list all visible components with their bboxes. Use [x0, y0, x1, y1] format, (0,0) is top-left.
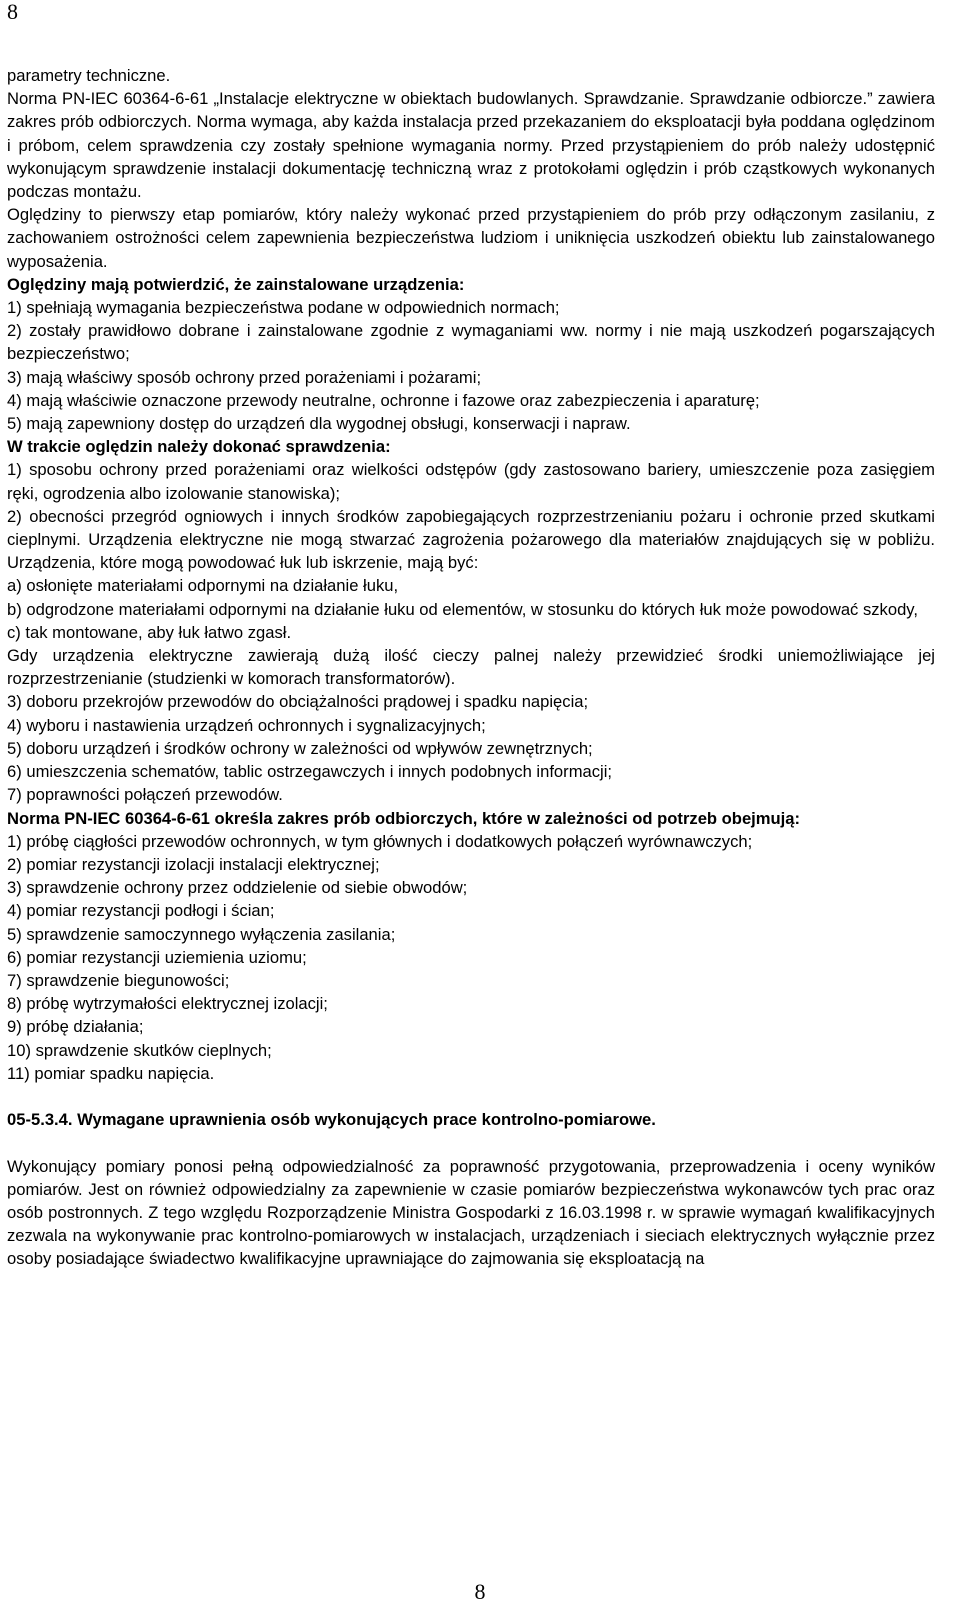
page-number-top: 8 — [7, 0, 18, 24]
spacer — [7, 1085, 935, 1108]
intro-paragraph-2: Norma PN-IEC 60364-6-61 „Instalacje elektryczne w obiektach budowlanych. Sprawdzanie. Sprawdzanie odbiorcze.” zawiera zakres prób odbiorczych. Norma wymaga, aby każda instalacja przed przekazaniem do eksploatacji była poddana oględzinom i próbom, celem sprawdzenia czy zostały spełnione wymagania normy. Przed przystąpieniem do prób należy udostępnić wykonującym sprawdzenie instalacji dokumentację techniczną wraz z protokołami oględzin i prób cząstkowych wykonanych podczas montażu. — [7, 89, 935, 202]
list-item: 3) doboru przekrojów przewodów do obciążalności prądowej i spadku napięcia; — [7, 692, 589, 712]
intro-paragraph-1: parametry techniczne. — [7, 66, 171, 85]
checks-list — [7, 458, 935, 806]
list-item: 5) mają zapewniony dostęp do urządzeń dla wygodnej obsługi, konserwacji i napraw. — [7, 414, 631, 434]
list-item: 11) pomiar spadku napięcia. — [7, 1063, 215, 1083]
list-item: 10) sprawdzenie skutków cieplnych; — [7, 1040, 272, 1060]
list-item: 7) poprawności połączeń przewodów. — [7, 785, 283, 805]
list-item: 4) mają właściwie oznaczone przewody neutralne, ochronne i fazowe oraz zabezpieczenia i aparaturę; — [7, 390, 760, 410]
tests-heading: Norma PN-IEC 60364-6-61 określa zakres prób odbiorczych, które w zależności od potrzeb obejmują: — [7, 808, 801, 828]
list-item: 2) obecności przegród ogniowych i innych środków zapobiegających rozprzestrzenianiu pożaru i ochronie przed skutkami cieplnymi. Urządzenia elektryczne nie mogą stwarzać zagrożenia pożarowego dla materiałów znajdujących się w pobliżu. Urządzenia, które mogą powodować łuk lub iskrzenie, mają być: — [7, 506, 935, 573]
list-item: 2) zostały prawidłowo dobrane i zainstalowane zgodnie z wymaganiami ww. normy i nie mają uszkodzeń pogarszających bezpieczeństwo; — [7, 321, 935, 364]
list-item: a) osłonięte materiałami odpornymi na działanie łuku, — [7, 576, 399, 596]
list-item: c) tak montowane, aby łuk łatwo zgasł. — [7, 622, 292, 642]
page-number-bottom: 8 — [474, 1579, 486, 1604]
list-item: 1) spełniają wymagania bezpieczeństwa podane w odpowiednich normach; — [7, 298, 560, 318]
confirm-list — [7, 296, 935, 435]
list-item: b) odgrodzone materiałami odpornymi na działanie łuku od elementów, w stosunku do których łuk może powodować szkody, — [7, 599, 918, 619]
list-item: 9) próbę działania; — [7, 1017, 144, 1037]
list-item: 6) umieszczenia schematów, tablic ostrzegawczych i innych podobnych informacji; — [7, 762, 613, 782]
list-item: 3) sprawdzenie ochrony przez oddzielenie od siebie obwodów; — [7, 878, 468, 898]
tests-list — [7, 830, 935, 1085]
section-body: Wykonujący pomiary ponosi pełną odpowiedzialność za poprawność przygotowania, przeprowadzenia i oceny wyników pomiarów. Jest on również odpowiedzialny za zapewnienie w czasie pomiarów bezpieczeństwa wykonawców tych prac oraz osób postronnych. Z tego względu Rozporządzenie Ministra Gospodarki z 16.03.1998 r. w sprawie wymagań kwalifikacyjnych zezwala na wykonywanie prac kontrolno-pomiarowych w instalacjach, urządzeniach i sieciach elektrycznych wyłącznie przez osoby posiadające świadectwo kwalifikacyjne uprawniające do zajmowania się eksploatacją na — [7, 1156, 935, 1269]
list-item: Gdy urządzenia elektryczne zawierają dużą ilość cieczy palnej należy przewidzieć środki uniemożliwiające jej rozprzestrzenianie (studzienki w komorach transformatorów). — [7, 646, 935, 689]
list-item: 7) sprawdzenie biegunowości; — [7, 970, 230, 990]
list-item: 6) pomiar rezystancji uziemienia uziomu; — [7, 947, 307, 967]
document-body — [7, 64, 935, 1271]
intro-paragraph-3: Oględziny to pierwszy etap pomiarów, który należy wykonać przed przystąpieniem do prób przy odłączonym zasilaniu, z zachowaniem ostrożności celem zapewnienia bezpieczeństwa ludziom i uniknięcia uszkodzeń obiektu lub zainstalowanego wyposażenia. — [7, 205, 935, 271]
list-item: 4) wyboru i nastawienia urządzeń ochronnych i sygnalizacyjnych; — [7, 715, 486, 735]
checks-heading: W trakcie oględzin należy dokonać sprawdzenia: — [7, 437, 391, 457]
list-item: 2) pomiar rezystancji izolacji instalacji elektrycznej; — [7, 854, 380, 874]
spacer — [7, 1131, 935, 1154]
list-item: 1) próbę ciągłości przewodów ochronnych, w tym głównych i dodatkowych połączeń wyrównawczych; — [7, 831, 753, 851]
list-item: 5) sprawdzenie samoczynnego wyłączenia zasilania; — [7, 924, 396, 944]
section-heading: 05-5.3.4. Wymagane uprawnienia osób wykonujących prace kontrolno-pomiarowe. — [7, 1110, 656, 1130]
list-item: 5) doboru urządzeń i środków ochrony w zależności od wpływów zewnętrznych; — [7, 738, 593, 758]
list-item: 1) sposobu ochrony przed porażeniami oraz wielkości odstępów (gdy zastosowano bariery, umieszczenie poza zasięgiem ręki, ogrodzenia albo izolowanie stanowiska); — [7, 460, 935, 503]
confirm-heading: Oględziny mają potwierdzić, że zainstalowane urządzenia: — [7, 274, 465, 294]
list-item: 4) pomiar rezystancji podłogi i ścian; — [7, 901, 275, 921]
list-item: 3) mają właściwy sposób ochrony przed porażeniami i pożarami; — [7, 367, 482, 387]
list-item: 8) próbę wytrzymałości elektrycznej izolacji; — [7, 994, 328, 1014]
